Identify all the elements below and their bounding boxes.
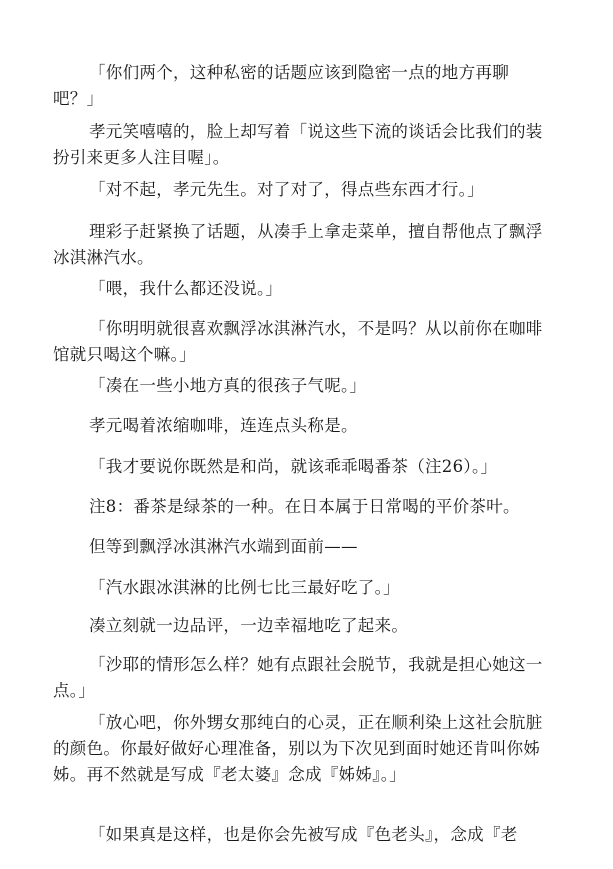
paragraph-3: 「对不起，孝元先生。对了对了，得点些东西才行。」	[89, 180, 484, 199]
paragraph-2: 孝元笑嘻嘻的，脸上却写着「说这些下流的谈话会比我们的装扮引来更多人注目喔」。	[53, 122, 543, 167]
paragraph-6: 「你明明就很喜欢飘浮冰淇淋汽水，不是吗？从以前你在咖啡馆就只喝这个嘛。」	[53, 319, 543, 364]
paragraph-1: 「你们两个，这种私密的话题应该到隐密一点的地方再聊吧？」	[53, 63, 509, 108]
footnote: 注8：番茶是绿茶的一种。在日本属于日常喝的平价茶叶。	[89, 497, 520, 516]
paragraph-12: 凑立刻就一边品评，一边幸福地吃了起来。	[89, 616, 409, 635]
paragraph-8: 孝元喝着浓缩咖啡，连连点头称是。	[89, 416, 358, 435]
paragraph-11: 「汽水跟冰淇淋的比例七比三最好吃了。」	[89, 578, 400, 597]
paragraph-14: 「放心吧，你外甥女那纯白的心灵，正在顺利染上这社会肮脏的颜色。你最好做好心理准备，别以为下次见到面时她还肯叫你姊姊。再不然就是写成『老太婆』念成『姊姊』。」	[53, 713, 543, 784]
paragraph-7: 「凑在一些小地方真的很孩子气呢。」	[89, 376, 367, 395]
paragraph-5: 「喂，我什么都还没说。」	[89, 279, 283, 298]
paragraph-10: 但等到飘浮冰淇淋汽水端到面前——	[89, 537, 358, 556]
paragraph-9: 「我才要说你既然是和尚，就该乖乖喝番茶（注26）。」	[89, 457, 498, 476]
paragraph-13: 「沙耶的情形怎么样？她有点跟社会脱节，我就是担心她这一点。」	[53, 655, 543, 700]
paragraph-4: 理彩子赶紧换了话题，从凑手上拿走菜单，擅自帮他点了飘浮冰淇淋汽水。	[53, 222, 543, 267]
paragraph-15: 「如果真是这样，也是你会先被写成『色老头』，念成『老	[89, 825, 518, 844]
